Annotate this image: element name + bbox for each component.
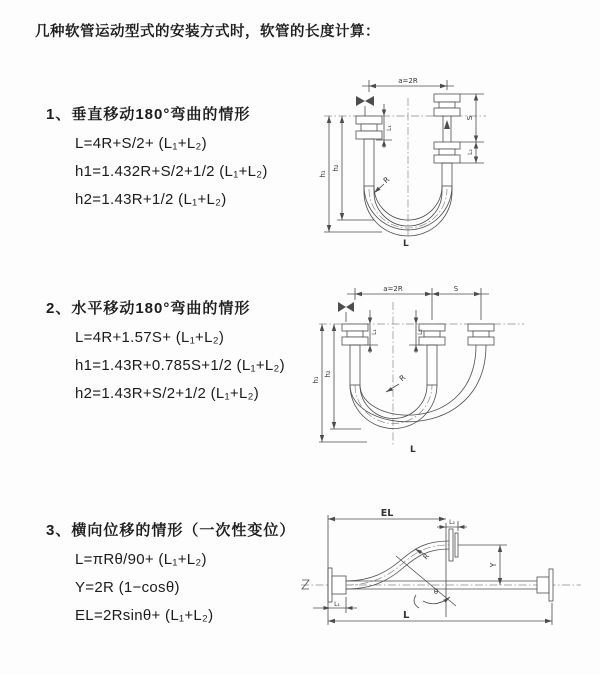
length-label: L (403, 610, 410, 621)
section-1-heading: 1、垂直移动180°弯曲的情形 (46, 106, 251, 123)
left-pipe-fitting (342, 324, 368, 385)
dim-y-label: Y (489, 562, 498, 568)
length-label: L (403, 239, 409, 249)
formula-length: L=πRθ/90+ (L₁+L₂) (75, 551, 207, 568)
dim-l1-label: L₁ (386, 125, 393, 131)
diagram-vertical-180-bend (312, 74, 574, 254)
dim-el-label: EL (380, 508, 394, 519)
dim-l2-label: L₂ (449, 519, 455, 526)
movement-arrow-icon (444, 120, 450, 129)
valve-icon (356, 96, 374, 116)
formula-h2: h2=1.43R+1/2 (L₁+L₂) (75, 191, 227, 208)
dim-h2-label: h₂ (324, 370, 332, 378)
dim-s-label: S (466, 115, 474, 121)
dim-span-label: a=2R (383, 285, 403, 293)
radius-label: R (421, 552, 432, 562)
dimension-lines (319, 288, 489, 442)
dimension-lines (313, 515, 552, 625)
formula-h1: h1=1.43R+0.785S+1/2 (L₁+L₂) (75, 357, 285, 374)
diagram-horizontal-180-bend (309, 280, 575, 465)
hose-u-bend (350, 345, 486, 429)
right-pipe-fitting (468, 324, 494, 345)
angle-label: θ (433, 588, 439, 596)
section-vertical-movement (46, 103, 268, 208)
formula-length: L=4R+S/2+ (L₁+L₂) (75, 135, 207, 152)
section-2-heading: 2、水平移动180°弯曲的情形 (46, 300, 251, 317)
left-flange-fitting (328, 568, 346, 602)
formula-y: Y=2R (1−cosθ) (75, 579, 180, 596)
formula-h2: h2=1.43R+S/2+1/2 (L₁+L₂) (75, 385, 260, 402)
dim-h2-label: h₂ (332, 164, 340, 172)
section-3-heading: 3、横向位移的情形（一次性变位） (46, 522, 296, 539)
left-pipe-fitting (356, 116, 382, 186)
centerline-break-icon (302, 580, 309, 589)
formula-length: L=4R+1.57S+ (L₁+L₂) (75, 329, 225, 346)
formula-h1: h1=1.432R+S/2+1/2 (L₁+L₂) (75, 163, 268, 180)
right-pipe-fitting (434, 94, 460, 186)
page-title: 几种软管运动型式的安装方式时，软管的长度计算： (35, 24, 380, 40)
dim-h1-label: h₁ (312, 376, 320, 384)
radius-label: R (397, 372, 408, 384)
centerlines (324, 98, 486, 236)
dim-l2-label: L₂ (417, 329, 424, 335)
angle-construction (396, 556, 456, 608)
length-label: L (410, 445, 416, 455)
section-horizontal-movement (46, 297, 285, 402)
dim-l2-label: L₂ (467, 149, 474, 155)
dim-l1-label: L₁ (371, 329, 378, 335)
dimension-labels (334, 508, 498, 621)
radius-label: R (381, 174, 392, 186)
dim-h1-label: h₁ (319, 170, 327, 178)
section-lateral-displacement (46, 519, 295, 624)
dim-s-label: S (453, 285, 459, 293)
displaced-hose (346, 529, 458, 589)
dim-l1-label: L₁ (334, 601, 340, 608)
diagram-lateral-displacement (299, 501, 587, 636)
valve-icon (338, 302, 354, 322)
dim-span-label: a=2R (398, 77, 418, 85)
formula-el: EL=2Rsinθ+ (L₁+L₂) (75, 607, 214, 624)
